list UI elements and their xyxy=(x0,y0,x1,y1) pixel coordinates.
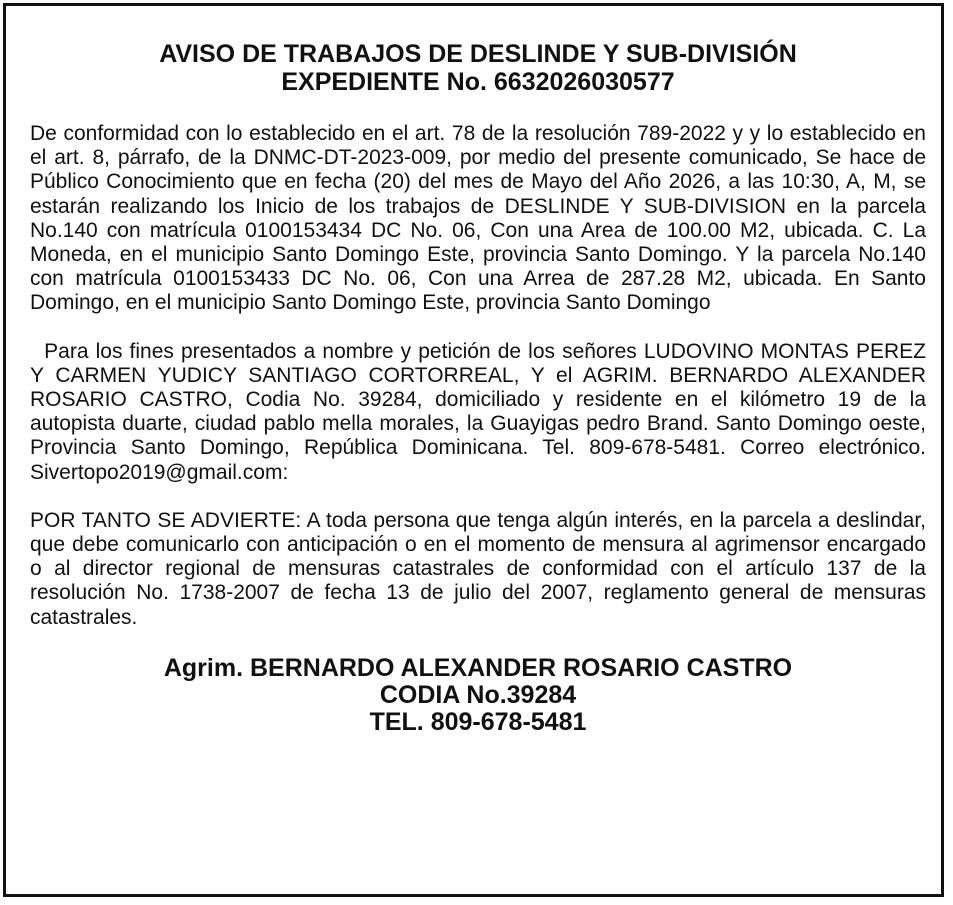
notice-paragraph-2 xyxy=(30,340,926,485)
notice-paragraph-1: De conformidad con lo establecido en el art. 78 de la resolución 789-2022 y y lo establecido en el art. 8, párrafo, de la DNMC-DT-2023-009, por medio del presente comunicado, Se hace de Público Conocimiento que en fecha (20) del mes de Mayo del Año 2026, a las 10:30, A, M, se estarán realizando los Inicio de los trabajos de DESLINDE Y SUB-DIVISION en la parcela No.140 con matrícula 0100153434 DC No. 06, Con una Area de 100.00 M2, ubicada. C. La Moneda, en el municipio Santo Domingo Este, provincia Santo Domingo. Y la parcela No.140 con matrícula 0100153433 DC No. 06, Con una Arrea de 287.28 M2, ubicada. En Santo Domingo, en el municipio Santo Domingo Este, provincia Santo Domingo xyxy=(30,122,926,315)
signature-name: Agrim. BERNARDO ALEXANDER ROSARIO CASTRO xyxy=(163,653,793,682)
notice-title: AVISO DE TRABAJOS DE DESLINDE Y SUB-DIVISIÓN xyxy=(159,40,797,68)
signature-phone: TEL. 809-678-5481 xyxy=(369,707,587,736)
notice-paragraph-3: POR TANTO SE ADVIERTE: A toda persona que tenga algún interés, en la parcela a deslindar, que debe comunicarlo con anticipación o en el momento de mensura al agrimensor encargado o al director regional de mensuras catastrales de conformidad con el artículo 137 de la resolución No. 1738-2007 de fecha 13 de julio del 2007, reglamento general de mensuras catastrales. xyxy=(30,508,926,629)
notice-content xyxy=(30,40,926,736)
notice-frame xyxy=(3,3,944,897)
notice-paragraph-2-text: Para los fines presentados a nombre y petición de los señores LUDOVINO MONTAS PEREZ Y CARMEN YUDICY SANTIAGO CORTORREAL, Y el AGRIM. BERNARDO ALEXANDER ROSARIO CASTRO, Codia No. 39284, domiciliado y residente en el kilómetro 19 de la autopista duarte, ciudad pablo mella morales, la Guayigas pedro Brand. Santo Domingo oeste, Provincia Santo Domingo, República Dominicana. Tel. 809-678-5481. Correo electrónico. Sivertopo2019@gmail.com: xyxy=(30,339,926,484)
expediente-number: EXPEDIENTE No. 6632026030577 xyxy=(281,68,675,96)
signature-block xyxy=(30,655,926,736)
signature-codia: CODIA No.39284 xyxy=(379,680,577,709)
